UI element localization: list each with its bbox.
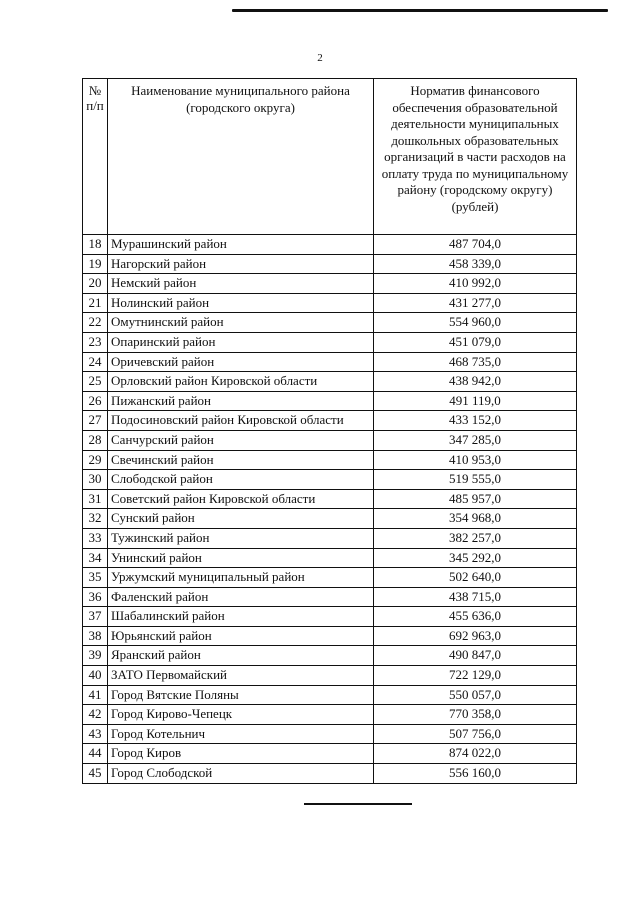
row-number: 41	[83, 685, 108, 705]
row-norm-value: 433 152,0	[374, 411, 577, 431]
row-norm-value: 556 160,0	[374, 764, 577, 784]
row-norm-value: 347 285,0	[374, 430, 577, 450]
row-number: 33	[83, 528, 108, 548]
row-number: 19	[83, 254, 108, 274]
row-number: 31	[83, 489, 108, 509]
row-norm-value: 490 847,0	[374, 646, 577, 666]
row-norm-value: 487 704,0	[374, 235, 577, 255]
row-norm-value: 455 636,0	[374, 607, 577, 627]
table-header-row	[83, 79, 577, 235]
row-number: 24	[83, 352, 108, 372]
row-number: 36	[83, 587, 108, 607]
row-norm-value: 438 942,0	[374, 372, 577, 392]
table-row	[83, 509, 577, 529]
row-number: 27	[83, 411, 108, 431]
row-district-name: Оричевский район	[108, 352, 374, 372]
row-district-name: Уржумский муниципальный район	[108, 568, 374, 588]
table-row	[83, 744, 577, 764]
row-number: 25	[83, 372, 108, 392]
row-number: 20	[83, 274, 108, 294]
row-norm-value: 770 358,0	[374, 705, 577, 725]
row-norm-value: 722 129,0	[374, 666, 577, 686]
row-number: 34	[83, 548, 108, 568]
row-district-name: Слободской район	[108, 470, 374, 490]
header-num: № п/п	[83, 79, 108, 235]
table-row	[83, 587, 577, 607]
table-row	[83, 372, 577, 392]
table-row	[83, 666, 577, 686]
table-row	[83, 352, 577, 372]
row-norm-value: 410 953,0	[374, 450, 577, 470]
table-row	[83, 764, 577, 784]
row-norm-value: 345 292,0	[374, 548, 577, 568]
row-number: 44	[83, 744, 108, 764]
row-norm-value: 354 968,0	[374, 509, 577, 529]
row-district-name: ЗАТО Первомайский	[108, 666, 374, 686]
row-district-name: Нолинский район	[108, 293, 374, 313]
row-norm-value: 874 022,0	[374, 744, 577, 764]
table-row	[83, 646, 577, 666]
row-district-name: Город Слободской	[108, 764, 374, 784]
row-number: 35	[83, 568, 108, 588]
table-row	[83, 235, 577, 255]
header-value: Норматив финансового обеспечения образовательной деятельности муниципальных дошкольных образовательных организаций в части расходов на оплату труда по муниципальному району (городскому округу) (рублей)	[374, 79, 577, 235]
table-row	[83, 313, 577, 333]
row-district-name: Орловский район Кировской области	[108, 372, 374, 392]
page-number: 2	[317, 52, 323, 64]
row-norm-value: 382 257,0	[374, 528, 577, 548]
row-number: 21	[83, 293, 108, 313]
table-body	[83, 235, 577, 784]
table-row	[83, 489, 577, 509]
row-norm-value: 410 992,0	[374, 274, 577, 294]
table-row	[83, 607, 577, 627]
row-district-name: Опаринский район	[108, 332, 374, 352]
norm-table	[82, 78, 577, 784]
table-row	[83, 626, 577, 646]
header-name: Наименование муниципального района (городского округа)	[108, 79, 374, 235]
row-norm-value: 550 057,0	[374, 685, 577, 705]
row-number: 22	[83, 313, 108, 333]
row-norm-value: 507 756,0	[374, 724, 577, 744]
table-row	[83, 332, 577, 352]
table-row	[83, 470, 577, 490]
row-norm-value: 554 960,0	[374, 313, 577, 333]
row-number: 40	[83, 666, 108, 686]
row-norm-value: 519 555,0	[374, 470, 577, 490]
row-district-name: Подосиновский район Кировской области	[108, 411, 374, 431]
table-row	[83, 568, 577, 588]
row-district-name: Омутнинский район	[108, 313, 374, 333]
row-district-name: Сунский район	[108, 509, 374, 529]
top-rule	[232, 9, 608, 12]
row-number: 43	[83, 724, 108, 744]
row-number: 18	[83, 235, 108, 255]
row-number: 32	[83, 509, 108, 529]
row-norm-value: 458 339,0	[374, 254, 577, 274]
row-district-name: Яранский район	[108, 646, 374, 666]
table-row	[83, 391, 577, 411]
row-number: 45	[83, 764, 108, 784]
row-number: 37	[83, 607, 108, 627]
row-number: 30	[83, 470, 108, 490]
row-district-name: Свечинский район	[108, 450, 374, 470]
row-district-name: Шабалинский район	[108, 607, 374, 627]
row-district-name: Город Кирово-Чепецк	[108, 705, 374, 725]
table-row	[83, 274, 577, 294]
row-norm-value: 502 640,0	[374, 568, 577, 588]
table-row	[83, 430, 577, 450]
row-district-name: Город Вятские Поляны	[108, 685, 374, 705]
row-district-name: Немский район	[108, 274, 374, 294]
table-row	[83, 724, 577, 744]
row-district-name: Город Киров	[108, 744, 374, 764]
table-row	[83, 528, 577, 548]
row-number: 29	[83, 450, 108, 470]
row-norm-value: 692 963,0	[374, 626, 577, 646]
row-district-name: Нагорский район	[108, 254, 374, 274]
row-district-name: Советский район Кировской области	[108, 489, 374, 509]
row-norm-value: 431 277,0	[374, 293, 577, 313]
row-district-name: Унинский район	[108, 548, 374, 568]
row-norm-value: 438 715,0	[374, 587, 577, 607]
row-district-name: Санчурский район	[108, 430, 374, 450]
row-norm-value: 468 735,0	[374, 352, 577, 372]
row-district-name: Фаленский район	[108, 587, 374, 607]
row-norm-value: 485 957,0	[374, 489, 577, 509]
table-row	[83, 705, 577, 725]
row-norm-value: 451 079,0	[374, 332, 577, 352]
row-number: 26	[83, 391, 108, 411]
row-number: 39	[83, 646, 108, 666]
table-row	[83, 411, 577, 431]
table-row	[83, 685, 577, 705]
row-number: 38	[83, 626, 108, 646]
table-row	[83, 254, 577, 274]
bottom-rule	[304, 803, 412, 805]
row-norm-value: 491 119,0	[374, 391, 577, 411]
row-number: 23	[83, 332, 108, 352]
row-number: 42	[83, 705, 108, 725]
row-district-name: Город Котельнич	[108, 724, 374, 744]
table-row	[83, 450, 577, 470]
row-district-name: Юрьянский район	[108, 626, 374, 646]
row-district-name: Мурашинский район	[108, 235, 374, 255]
row-district-name: Пижанский район	[108, 391, 374, 411]
row-number: 28	[83, 430, 108, 450]
table-row	[83, 293, 577, 313]
table-row	[83, 548, 577, 568]
row-district-name: Тужинский район	[108, 528, 374, 548]
